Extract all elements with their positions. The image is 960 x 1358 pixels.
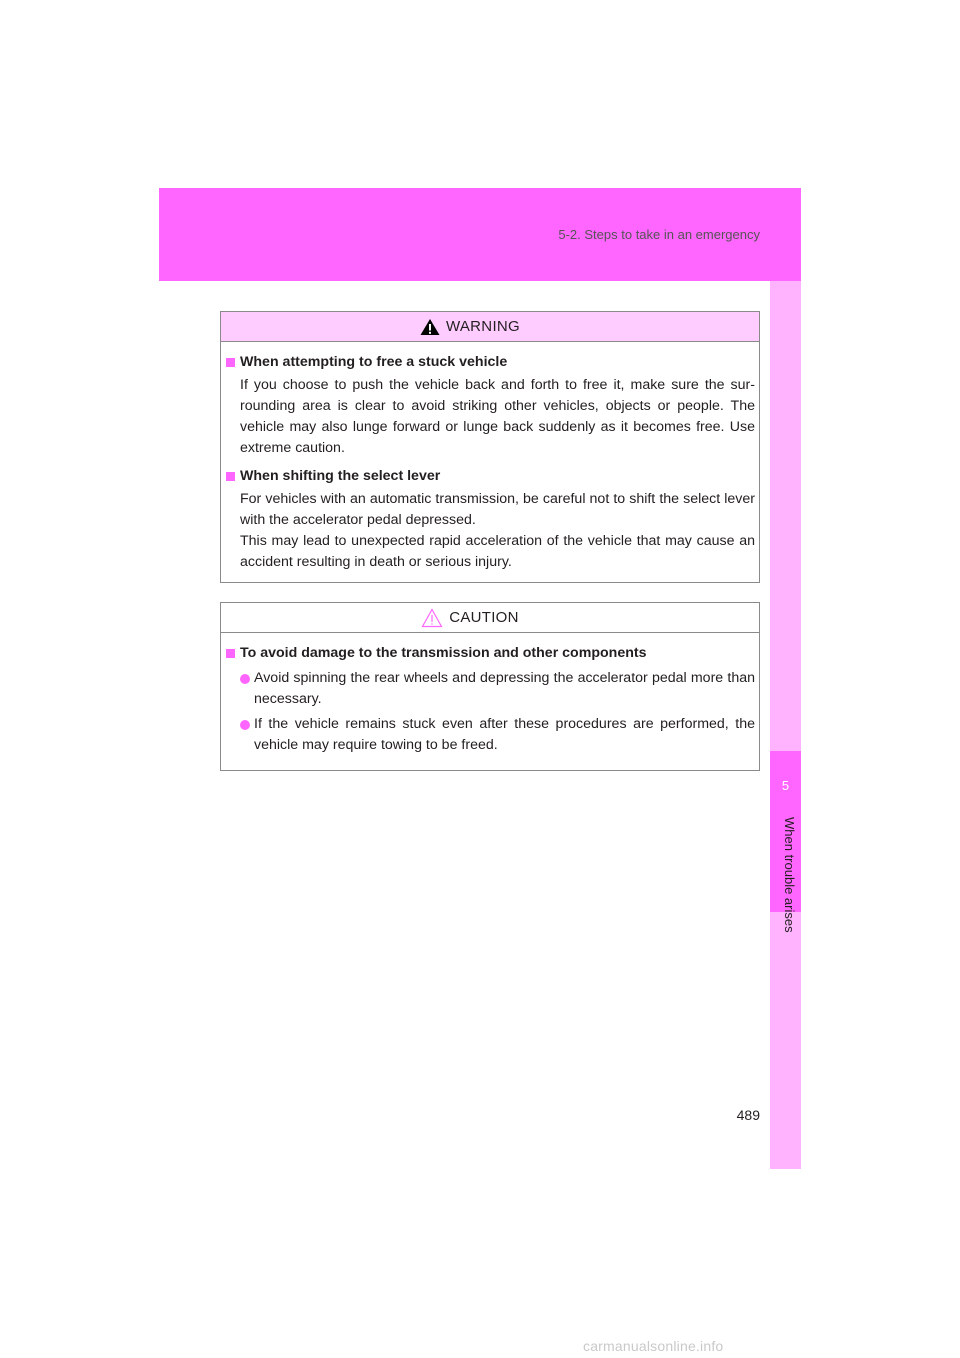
caution-body [221, 633, 759, 756]
warning-item-text: If you choose to push the vehicle back and forth to free it, make sure the sur-rounding area is clear to avoid striking other vehicles, objects or people. The vehicle may also lunge forward or lunge back suddenly as it becomes free. Use extreme caution. [240, 377, 755, 456]
round-bullet-icon [240, 674, 250, 684]
warning-item-text: For vehicles with an automatic transmission, be careful not to shift the select lever with the accelerator pedal depressed. [240, 491, 755, 528]
warning-item-text: This may lead to unexpected rapid acceleration of the vehicle that may cause an accident resulting in death or serious injury. [240, 533, 755, 570]
chapter-label: When trouble arises [782, 817, 797, 933]
page-number: 489 [736, 1107, 760, 1123]
caution-title: CAUTION [449, 609, 519, 626]
warning-triangle-icon [420, 318, 440, 336]
warning-title: WARNING [445, 318, 521, 335]
chapter-number: 5 [781, 778, 790, 793]
square-bullet-icon [226, 649, 235, 658]
warning-item-heading: When attempting to free a stuck vehicle [225, 352, 755, 373]
list-item: If the vehicle remains stuck even after these procedures are performed, the vehicle may require towing to be freed. [225, 714, 755, 756]
chapter-tab [770, 281, 801, 1169]
caution-header [221, 603, 759, 633]
list-item: Avoid spinning the rear wheels and depressing the accelerator pedal more than necessary. [225, 668, 755, 710]
caution-box [220, 602, 760, 771]
caution-triangle-icon [421, 608, 443, 628]
square-bullet-icon [226, 358, 235, 367]
caution-item-heading: To avoid damage to the transmission and other components [225, 643, 755, 664]
section-title: 5-2. Steps to take in an emergency [558, 227, 760, 242]
square-bullet-icon [226, 472, 235, 481]
round-bullet-icon [240, 720, 250, 730]
watermark: carmanualsonline.info [583, 1338, 724, 1354]
warning-header [221, 312, 759, 342]
warning-item-heading: When shifting the select lever [225, 466, 755, 487]
warning-body [221, 342, 759, 573]
warning-box [220, 311, 760, 583]
header-band [159, 188, 801, 281]
